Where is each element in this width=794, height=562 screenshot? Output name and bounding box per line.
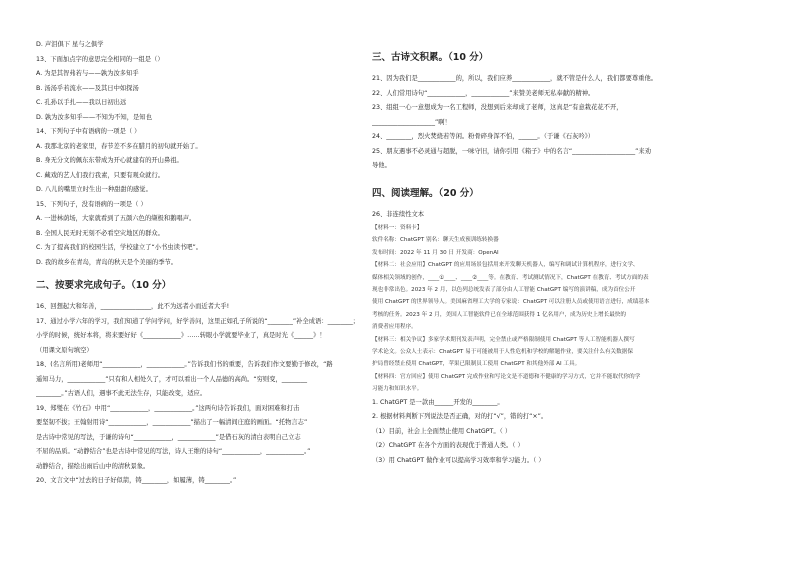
question-line: 15、下列句子，没有语病的一项是（ ） — [36, 200, 147, 208]
question-line: 17、通过小学六年的学习，我们知道了学问学问，好学善问，这里正如孔子所说的“________”补全成语：________； — [36, 317, 360, 325]
question-line: ____________________”啊！ — [372, 118, 451, 126]
question-line: 13、下面加点字的意思完全相同的一组是（） — [36, 55, 164, 63]
question-line: D. 我的故乡在青岛，青岛的秋天是个美丽的季节。 — [36, 258, 178, 266]
question-line: 小学的时候，统好本将，将来要好好《____________》……转眼小学就要毕业了，真是时光《______》！ — [36, 332, 326, 339]
material-line: 学术论文。公众人士表示：ChatGPT 易于可能被用于人性危机和学校的解题作业，要关注什么有关数据保 — [372, 349, 633, 356]
question-line: 25、朋友遇事不必灵通与超脱，一味守旧，请你引用《箱子》中的名言“____________________”来劝 — [372, 147, 652, 155]
question-26-subquestions — [372, 396, 764, 469]
material-line: 媒体相关领域的创作，____①____、____②____等。在教育、考试测试情况下，ChatGPT 在教育、考试方面的表 — [372, 274, 649, 281]
question-line: 23、组组一心一意想成为一名工程师，没想到后来却成了老师，这真是“有意栽花花不开， — [372, 104, 623, 111]
question-line: A. 为是其智弗若与——孰为汝多知乎 — [36, 70, 139, 77]
question-line: ________。”古语人们，遇事不此无法生存，只能改变，适应。 — [36, 390, 207, 397]
question-line: 动静结合，描绘出雨后山中的清秋景象。 — [36, 462, 150, 470]
question-line: 19、郑燮在《竹石》中用“____________，____________。”这两句诗告诉我们，面对困难和打击 — [36, 404, 300, 412]
material-line: 现也非常出色。2023 年 2 月，以色列总统发表了部分由人工智能 ChatGPT 编写的演讲稿，成为首位公开 — [372, 287, 636, 294]
questions-16-20 — [36, 300, 371, 489]
material-line: 【材料三：相关争议】多家学术期刊发表声明，完全禁止或严格限制使用 ChatGPT 等人工智能机器人撰写 — [372, 336, 635, 343]
section-2-title: 二、按要求完成句子。（10 分） — [36, 280, 172, 291]
questions-21-25 — [372, 72, 764, 174]
question-line: （用课文原句填空） — [36, 346, 93, 354]
question-line: 导他。 — [372, 162, 391, 169]
question-line: （2）ChatGPT 在各个方面的表现优于普通人类。（ ） — [372, 442, 524, 450]
question-line: A. 一进林荫场，大家就看到了五颜六色的缬极和鹅唱声。 — [36, 215, 196, 222]
question-line: B. 身无分文的佩东东带成为开心就建有的开山鼻祖。 — [36, 157, 183, 164]
question-line: 22、人们常用诗句“____________，____________”来赞美老师无私奉献的精神。 — [372, 89, 595, 97]
material-line: 【材料二：社会应用】ChatGPT 的应用场景包括用来开发聊天机器人，编写和调试计算机程序，进行文学、 — [372, 262, 639, 269]
question-line: 14、下列句子中有语病的一项是（ ） — [36, 128, 141, 135]
material-line: 发布时间：2022 年 11 月 30 日 开发商：OpenAI — [372, 249, 499, 256]
question-line: D. 孰为汝多知乎——不知为不知，是知也 — [36, 113, 152, 121]
question-line: A. 我那北京的老家里，春节差不多在腊月的初旬就开始了。 — [36, 142, 202, 150]
question-line: C. 藏戏的艺人们我行我素，只要有观众就行。 — [36, 171, 165, 179]
question-line: 18、(名言所用)老师用“____________，____________。”告诉我们书的重要，告诉我们作文要勤于修改，“路 — [36, 361, 333, 368]
material-line: 软件名称：ChatGPT 别名：聊天生成预训练转换器 — [372, 237, 499, 244]
question-line: 1. ChatGPT 是一款由______开发的________。 — [372, 398, 504, 406]
question-line: 21、因为我们是____________的，所以，我们应养____________，就不管是什么人，我们都要尊重他。 — [372, 75, 658, 82]
question-line: C. 为了提高我们的校园生活，学校建立了“小书虫读书吧”。 — [36, 244, 203, 251]
section-3-title: 三、古诗文积累。（10 分） — [372, 52, 489, 63]
question-line: B. 全国人民无时无刻不必看空灾地区的群众。 — [36, 229, 164, 237]
material-line: 习能力和知识水平。 — [372, 386, 423, 393]
questions-13-15 — [36, 38, 371, 270]
question-26-label: 26、非连续性文本 — [372, 210, 425, 218]
material-line: 考核的任务。2023 年 2 月，美国人工智能软件已在全球范围获得 1 亿名用户，成为历史上增长最快的 — [372, 311, 626, 318]
chatgpt-materials — [372, 222, 764, 396]
material-line: 护局曾经禁止使用 ChatGPT，苹果已限制员工使用 ChatGPT 和其他外部 AI 工具。 — [372, 361, 581, 368]
question-line: 遥知马力，____________”只有和人相处久了，才可以看出一个人品德的高尚。“穷则变，________ — [36, 375, 307, 383]
question-line: 是古诗中常见的写法，于谦的诗句“____________，____________”是借石灰的清白表明自己立志 — [36, 433, 301, 441]
right-column — [372, 38, 764, 468]
question-line: （3）用 ChatGPT 做作业可以提高学习效率和学习能力。（ ） — [372, 456, 545, 464]
question-line: （1）目前，社会上全面禁止使用 ChatGPT。（ ） — [372, 427, 512, 435]
question-line: 要坚韧不拔；王翰射用诗“____________，____________”描出了一幅清间庄庭的画面。“托物言志” — [36, 419, 308, 426]
question-line: D. 八儿的嘴里立时生出一种甜甜的感觉。 — [36, 186, 152, 193]
question-line: 20、文言文中“过去的日子好似箭，铸________，如履薄，铸________。” — [36, 477, 237, 484]
material-line: 【材料四：官方回应】使用 ChatGPT 完成作业和写论文是不道德和不健康的学习方式，它并不能取代你的学 — [372, 373, 641, 380]
question-line: 不屈的品质。“动静结合”也是古诗中常见的写法，诗人王维的诗句“____________，____________。” — [36, 448, 311, 455]
left-column — [36, 38, 371, 489]
question-line: 2. 根据材料判断下列说法是否正确，对的打“√”，错的打“×”。 — [372, 413, 548, 421]
question-line: B. 汤汤乎若流水——及其日中如探汤 — [36, 84, 139, 92]
question-line: D. 声泪俱下 星与之俱学 — [36, 41, 104, 48]
material-line: 使用 ChatGPT 的世界领导人。美国麻省理工大学的专家说：ChatGPT 可以注册人员或使用语言进行，成绩基本 — [372, 299, 650, 306]
question-line: 24、________，烈火焚烧若等闲。粉骨碎身浑不怕，______。（于谦《石灰吟》） — [372, 133, 595, 140]
question-line: 16、回想起大和年善，________________，此不为远者小而近者大乎! — [36, 303, 230, 310]
material-line: 消费者应用程序。 — [372, 324, 417, 331]
question-line: C. 孔孙以手扎——我以日初出远 — [36, 99, 127, 106]
section-4-title: 四、阅读理解。（20 分） — [372, 187, 479, 199]
material-line: 【材料一：资料卡】 — [372, 225, 423, 231]
